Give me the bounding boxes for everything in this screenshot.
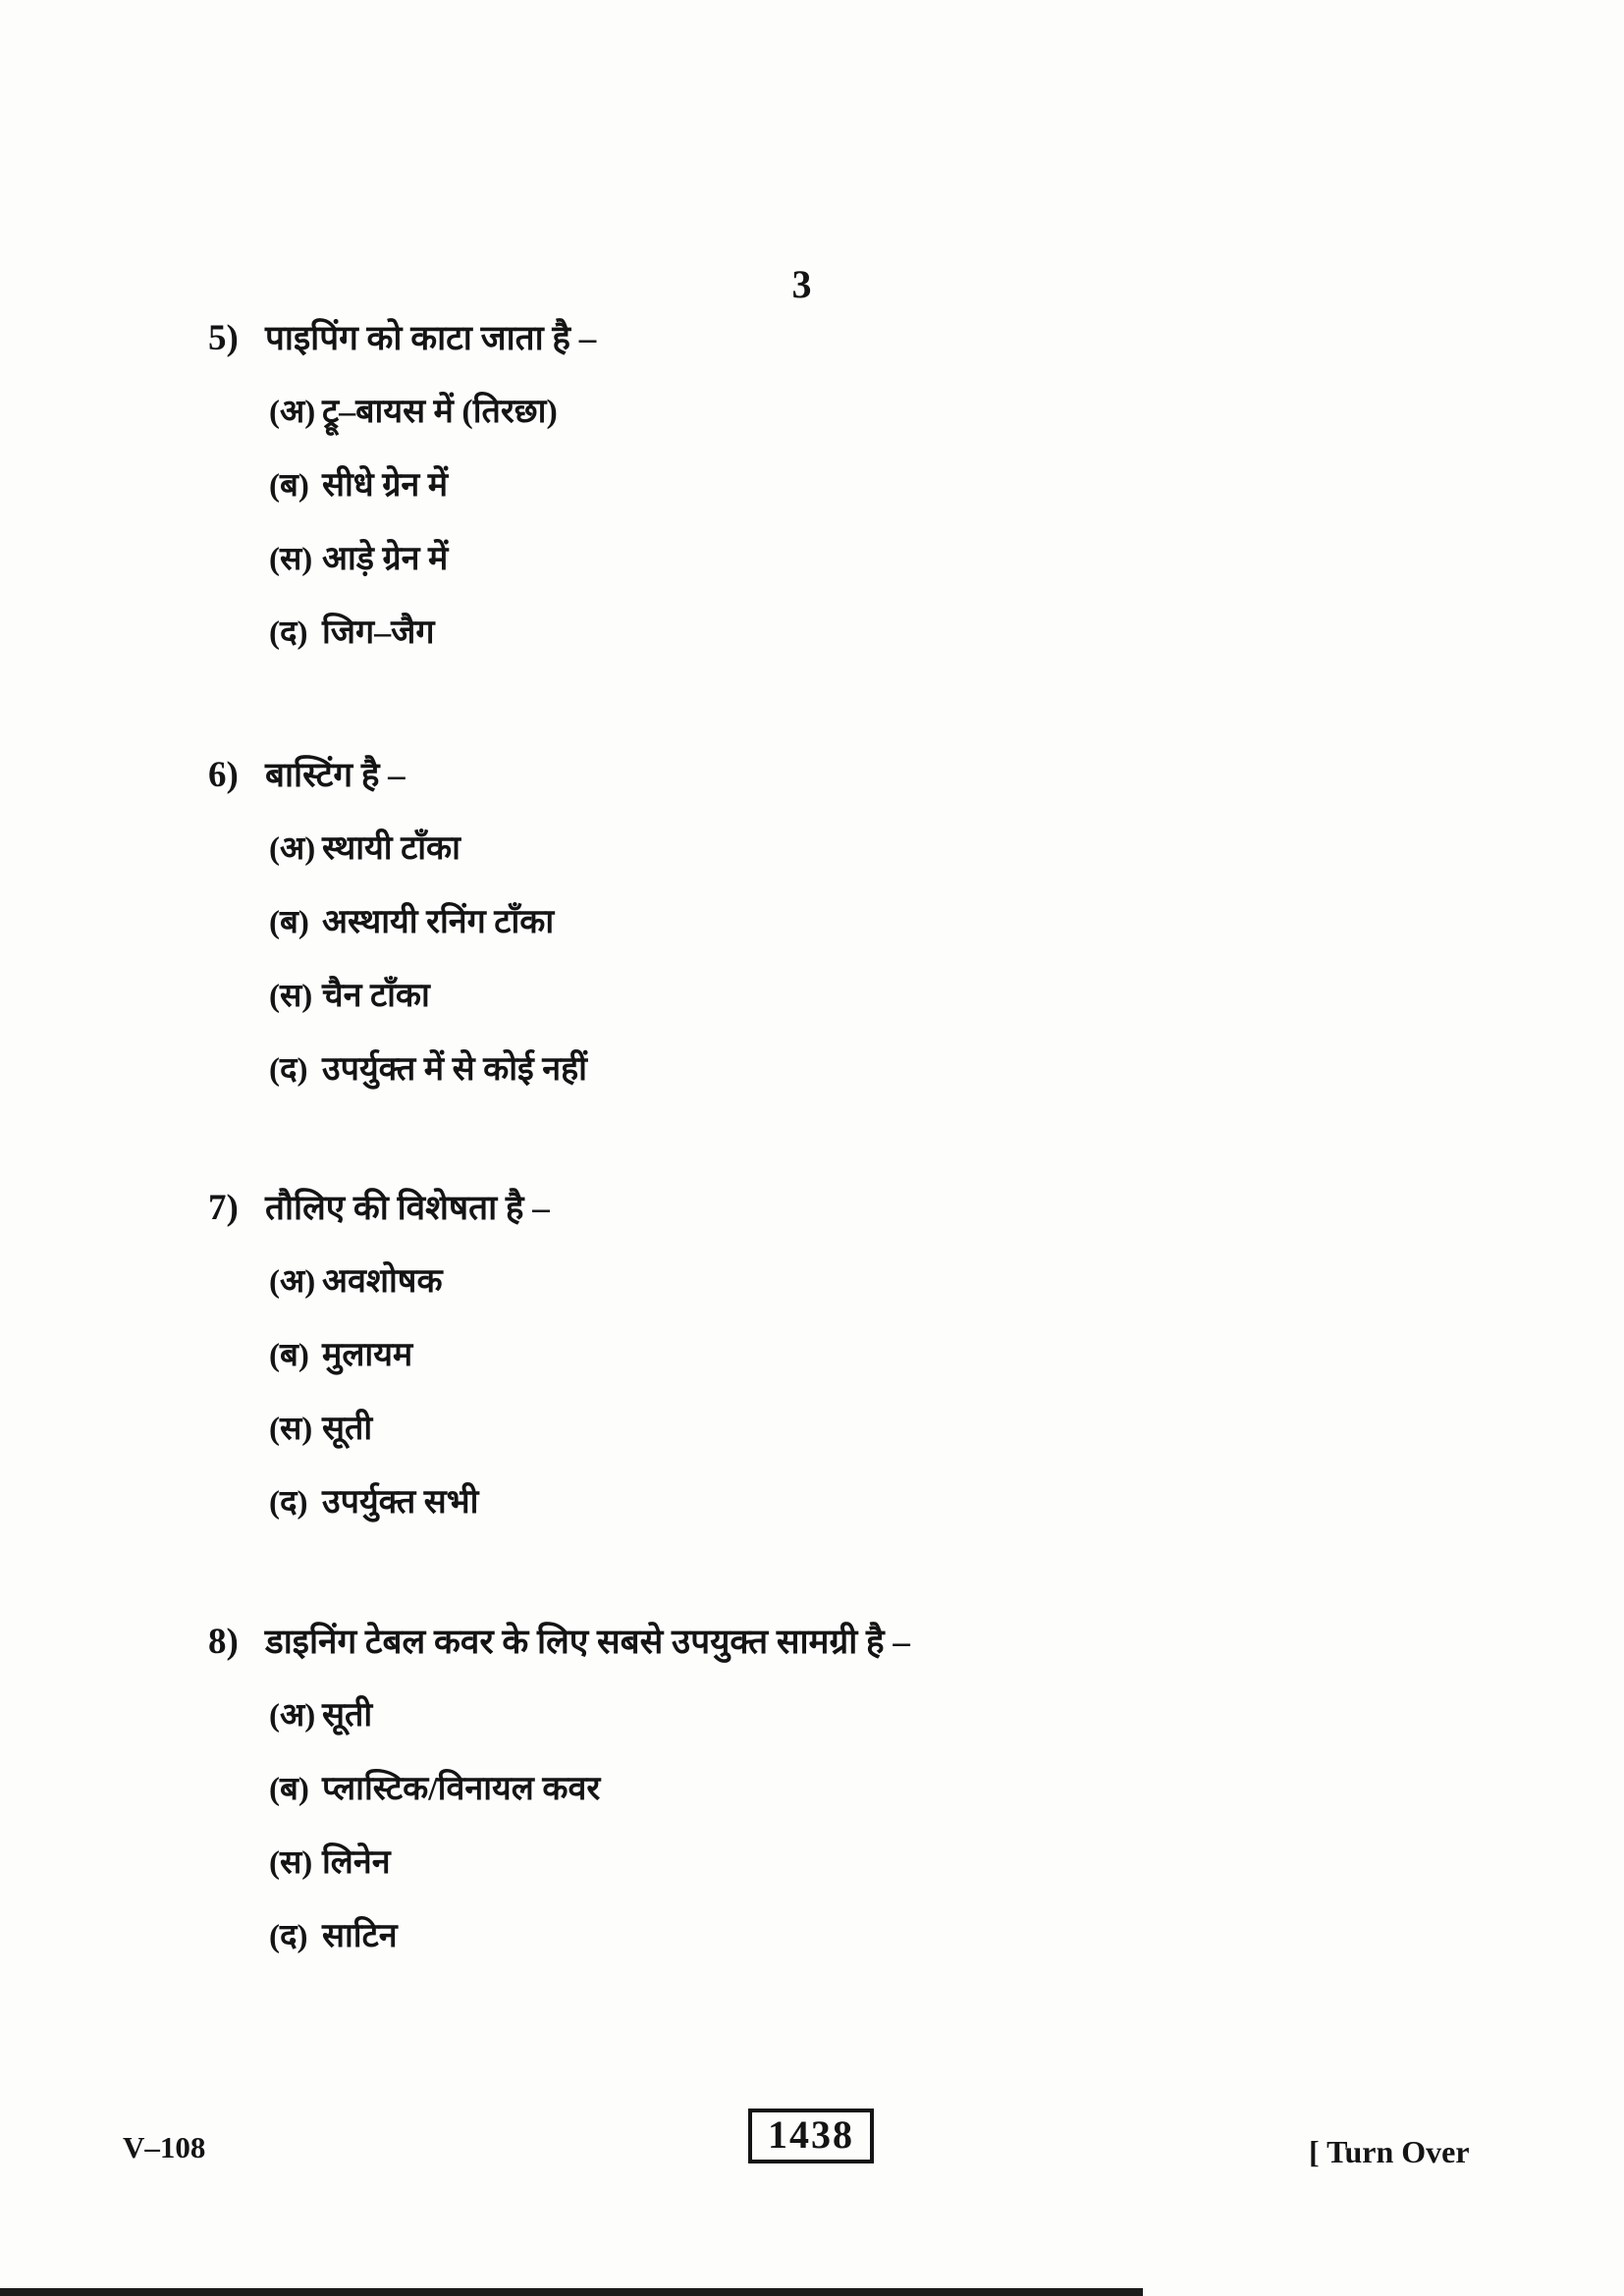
option-label: (अ) xyxy=(269,1264,316,1300)
option-text: आड़े ग्रेन में xyxy=(322,541,449,577)
option-row xyxy=(0,537,1624,582)
option-label: (द) xyxy=(269,615,308,651)
option-text: सूती xyxy=(322,1697,373,1734)
option-label: (द) xyxy=(269,1485,308,1521)
option-text: अस्थायी रनिंग टाँका xyxy=(322,904,555,940)
question-block xyxy=(0,753,1624,1093)
option-text: मुलायम xyxy=(322,1337,413,1373)
option-row xyxy=(0,974,1624,1019)
option-text: साटिन xyxy=(322,1918,398,1954)
option-text: ट्रू–बायस में (तिरछा) xyxy=(322,394,558,430)
option-row xyxy=(0,1480,1624,1525)
option-label: (ब) xyxy=(269,905,309,940)
option-row xyxy=(0,463,1624,508)
question-number: 8) xyxy=(208,1622,239,1662)
option-text: लिनेन xyxy=(322,1844,391,1881)
question-line xyxy=(0,1186,1624,1231)
option-label: (स) xyxy=(269,1412,313,1447)
option-label: (ब) xyxy=(269,1338,309,1373)
option-row xyxy=(0,827,1624,872)
question-text: पाइपिंग को काटा जाता है – xyxy=(265,319,597,357)
option-text: स्थायी टाँका xyxy=(322,830,460,867)
option-label: (अ) xyxy=(269,1698,316,1734)
option-row xyxy=(0,1841,1624,1886)
option-label: (द) xyxy=(269,1052,308,1088)
question-block xyxy=(0,1186,1624,1525)
option-row xyxy=(0,1767,1624,1812)
question-text: बास्टिंग है – xyxy=(265,756,406,794)
question-text: डाइनिंग टेबल कवर के लिए सबसे उपयुक्त सामग्री है – xyxy=(265,1623,910,1661)
question-line xyxy=(0,1620,1624,1665)
option-label: (ब) xyxy=(269,1772,309,1807)
question-line xyxy=(0,316,1624,361)
option-row xyxy=(0,1914,1624,1959)
option-row xyxy=(0,900,1624,945)
option-row xyxy=(0,390,1624,435)
footer-booklet-number: 1438 xyxy=(768,2112,854,2157)
option-label: (स) xyxy=(269,1845,313,1881)
option-text: चैन टाँका xyxy=(322,978,430,1014)
option-label: (ब) xyxy=(269,468,309,504)
question-number: 6) xyxy=(208,755,239,795)
scan-edge-bar xyxy=(0,2288,1143,2296)
footer-turn-over-label: [ Turn Over xyxy=(1309,2134,1470,2169)
footer-paper-code: V–108 xyxy=(123,2130,206,2164)
option-row xyxy=(0,1333,1624,1378)
option-row xyxy=(0,1259,1624,1305)
option-label: (अ) xyxy=(269,831,316,867)
option-row xyxy=(0,1407,1624,1452)
option-text: उपर्युक्त सभी xyxy=(322,1484,479,1521)
option-row xyxy=(0,611,1624,656)
option-row xyxy=(0,1047,1624,1093)
option-row xyxy=(0,1693,1624,1738)
question-line xyxy=(0,753,1624,798)
option-text: सीधे ग्रेन में xyxy=(322,467,449,504)
option-label: (स) xyxy=(269,542,313,577)
footer-booklet-box xyxy=(748,2109,874,2163)
question-number: 5) xyxy=(208,318,239,358)
option-text: अवशोषक xyxy=(322,1263,443,1300)
option-label: (स) xyxy=(269,979,313,1014)
option-label: (द) xyxy=(269,1919,308,1954)
question-block xyxy=(0,1620,1624,1959)
option-label: (अ) xyxy=(269,395,316,430)
question-text: तौलिए की विशेषता है – xyxy=(265,1189,550,1227)
option-text: जिग–जैग xyxy=(322,614,435,651)
page-number: 3 xyxy=(791,262,813,306)
question-number: 7) xyxy=(208,1188,239,1228)
option-text: सूती xyxy=(322,1411,373,1447)
question-block xyxy=(0,316,1624,656)
option-text: प्लास्टिक/विनायल कवर xyxy=(322,1771,601,1807)
option-text: उपर्युक्त में से कोई नहीं xyxy=(322,1051,587,1088)
